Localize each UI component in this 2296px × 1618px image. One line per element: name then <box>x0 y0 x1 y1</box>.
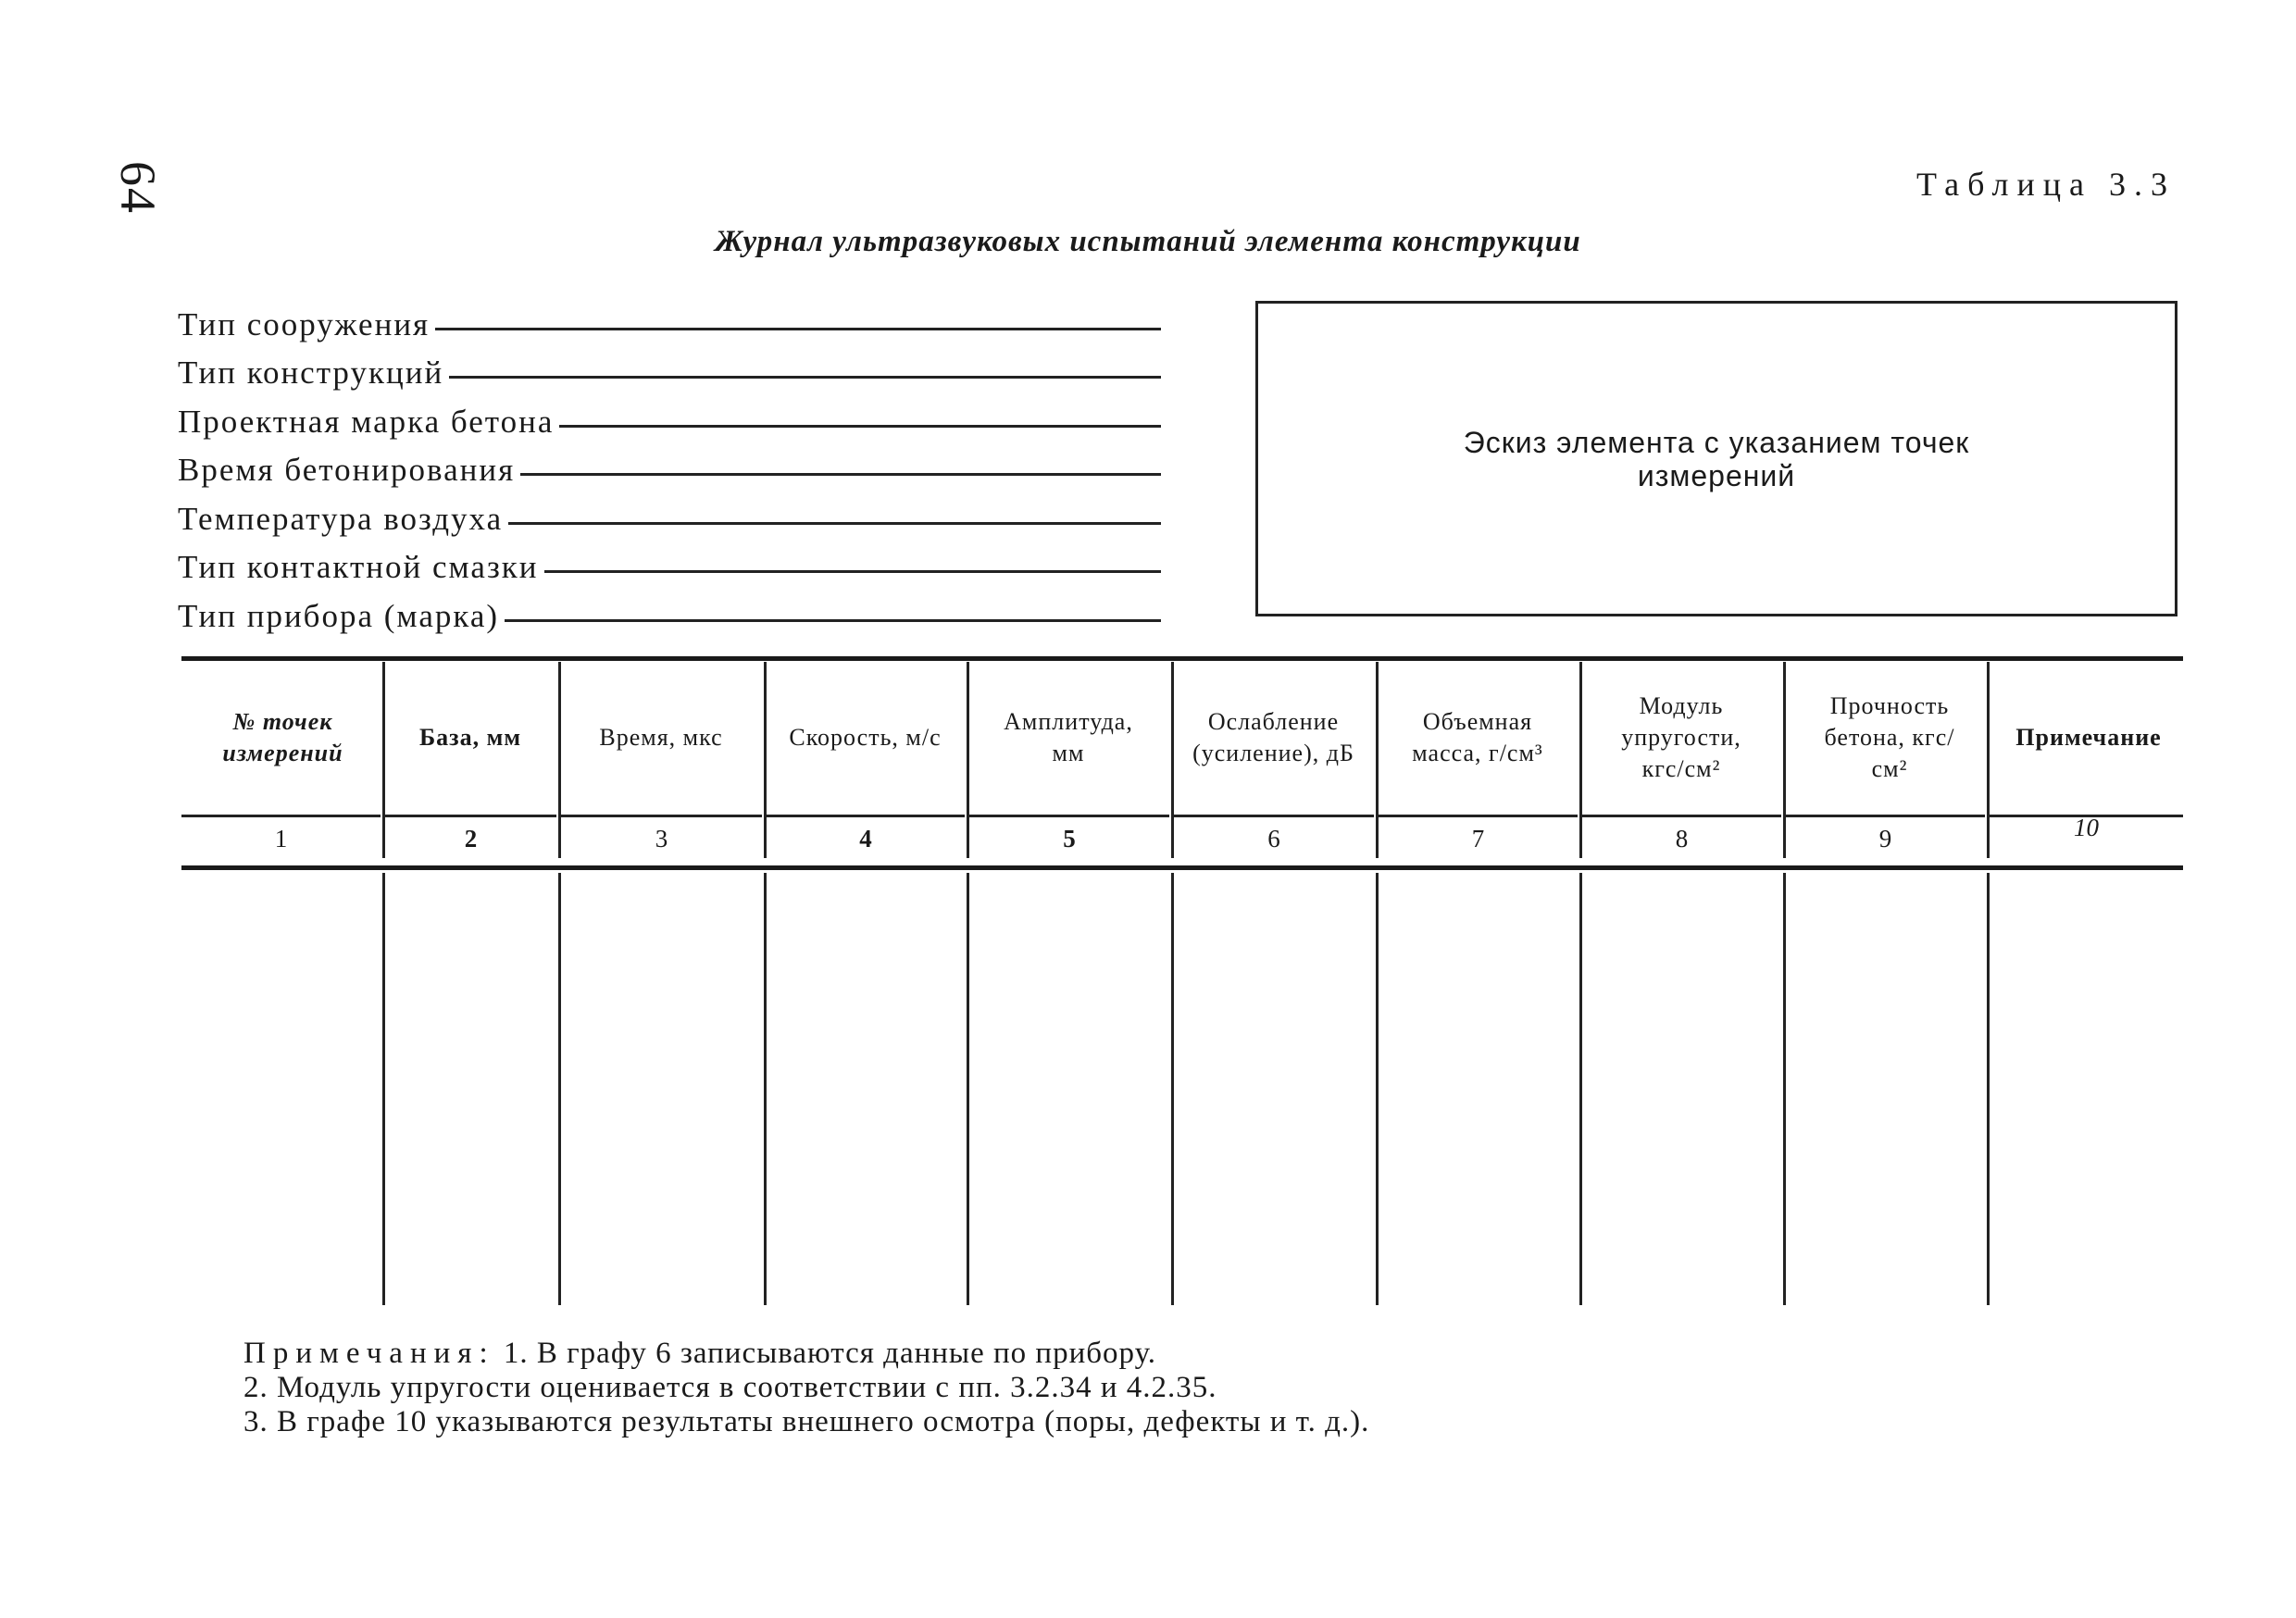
header-underline <box>1582 815 1781 817</box>
column-header: Модуль упругости, кгс/см² <box>1621 692 1741 782</box>
field-air-temperature <box>178 489 1161 538</box>
header-underline <box>1174 815 1374 817</box>
form-fields <box>178 294 1161 635</box>
field-contact-lubricant <box>178 538 1161 587</box>
column-separator <box>967 873 969 1305</box>
fill-line[interactable] <box>508 522 1161 525</box>
field-concrete-grade <box>178 392 1161 441</box>
column-header: Объемная масса, г/см³ <box>1412 708 1543 766</box>
column-number: 4 <box>859 824 872 853</box>
column-separator <box>1376 873 1379 1305</box>
header-underline <box>561 815 762 817</box>
field-label: Время бетонирования <box>178 452 516 488</box>
note-text: 1. В графу 6 записываются данные по прибору. <box>503 1337 1157 1370</box>
page-number: 64 <box>110 161 166 215</box>
column-number: 7 <box>1471 824 1485 853</box>
header-underline <box>767 815 965 817</box>
column-header: База, мм <box>418 724 522 751</box>
field-label: Проектная марка бетона <box>178 403 555 440</box>
note-1 <box>243 1337 1369 1371</box>
header-underline <box>385 815 556 817</box>
fill-line[interactable] <box>559 425 1161 428</box>
column-number: 3 <box>655 824 668 853</box>
page-title: Журнал ультразвуковых испытаний элемента конструкции <box>715 225 1581 258</box>
column-number: 10 <box>2074 813 2099 841</box>
header-underline <box>969 815 1169 817</box>
note-2: 2. Модуль упругости оценивается в соответствии с пп. 3.2.34 и 4.2.35. <box>243 1371 1217 1404</box>
note-3: 3. В графе 10 указываются результаты внешнего осмотра (поры, дефекты и т. д.). <box>243 1405 1370 1438</box>
column-number: 6 <box>1267 824 1280 853</box>
column-number: 9 <box>1878 824 1892 853</box>
column-header: Примечание <box>2015 724 2162 751</box>
header-underline <box>1379 815 1578 817</box>
table-top-rule <box>181 656 2183 661</box>
field-structure-type <box>178 294 1161 343</box>
fill-line[interactable] <box>435 328 1161 330</box>
sketch-box-caption: Эскиз элемента с указанием точек измерений <box>1463 425 1970 492</box>
column-header: Время, мкс <box>599 724 723 751</box>
field-label: Тип контактной смазки <box>178 549 539 585</box>
header-underline <box>181 815 381 817</box>
table-label: Таблица 3.3 <box>1916 166 2176 203</box>
column-number: 5 <box>1063 824 1076 853</box>
fill-line[interactable] <box>520 473 1161 476</box>
fill-line[interactable] <box>505 619 1161 622</box>
field-label: Тип сооружения <box>178 305 430 342</box>
column-number: 2 <box>464 824 478 853</box>
column-separator <box>1783 873 1786 1305</box>
column-number: 8 <box>1675 824 1689 853</box>
field-device-type <box>178 586 1161 635</box>
field-label: Тип конструкций <box>178 355 444 391</box>
column-header: Амплитуда, мм <box>1004 708 1133 766</box>
column-separator <box>764 873 767 1305</box>
field-construction-type <box>178 343 1161 392</box>
sketch-box <box>1255 301 2177 616</box>
table-header-rule <box>181 865 2183 870</box>
column-separator <box>1579 873 1582 1305</box>
column-header: Ослабление (усиление), дБ <box>1192 708 1354 766</box>
field-label: Тип прибора (марка) <box>178 597 500 634</box>
header-underline <box>1786 815 1985 817</box>
notes <box>243 1337 1369 1439</box>
field-label: Температура воздуха <box>178 500 504 537</box>
notes-label: Примечания: <box>243 1337 495 1370</box>
column-separator <box>558 873 561 1305</box>
column-header: Прочность бетона, кгс/см² <box>1824 692 1955 782</box>
column-separator <box>382 873 385 1305</box>
column-separator <box>1987 873 1990 1305</box>
fill-line[interactable] <box>449 376 1161 379</box>
fill-line[interactable] <box>544 570 1161 573</box>
field-concreting-time <box>178 441 1161 490</box>
column-header: № точек измерений <box>222 708 343 766</box>
column-number: 1 <box>274 824 288 853</box>
column-header: Скорость, м/с <box>789 724 942 751</box>
column-separator <box>1171 873 1174 1305</box>
